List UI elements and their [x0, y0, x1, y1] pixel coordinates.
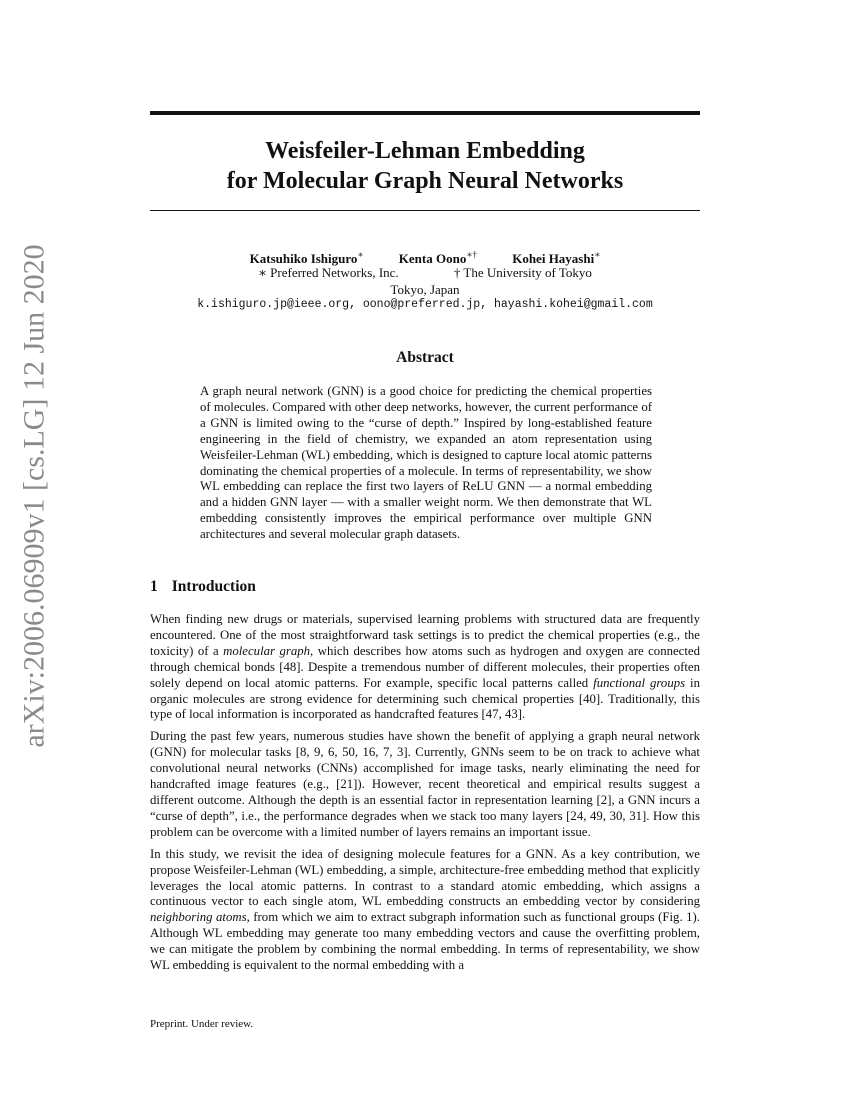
author-emails: k.ishiguro.jp@ieee.org, oono@preferred.jp, hayashi.kohei@gmail.com [197, 298, 653, 311]
paper-title [150, 136, 700, 196]
section-heading-introduction [150, 578, 256, 596]
author-2-name: Kenta Oono [398, 251, 467, 267]
paragraph-2: During the past few years, numerous studies have shown the benefit of applying a graph neural network (GNN) for molecular tasks [8, 9, 6, 50, 16, 7, 3]. Currently, GNNs seem to be on track to achieve what convolutional neural networks (CNNs) accomplished for image tasks, nearly eliminating the need for handcrafted image features (e.g., [21]). However, recent theoretical and empirical results suggest a different outcome. Although the depth is an essential factor in representation learning [2], a GNN incurs a “curse of depth”, i.e., the performance degrades when we stack too many layers [24, 49, 30, 31]. How this problem can be overcome with a limited number of layers remains an important issue. [150, 729, 700, 839]
top-rule [150, 111, 700, 115]
p1-emphasis-molecular-graph: molecular graph [223, 643, 311, 658]
p3-emphasis-neighboring-atoms: neighboring atoms [150, 910, 247, 925]
arxiv-side-stamp [6, 244, 64, 748]
paragraph-3 [150, 847, 700, 974]
author-1-mark: ∗ [357, 250, 364, 260]
footer-note: Preprint. Under review. [150, 1018, 254, 1030]
affiliation-preferred-networks: ∗ Preferred Networks, Inc. [258, 265, 399, 280]
section-number: 1 [150, 578, 158, 595]
paragraph-1 [150, 612, 700, 723]
affiliation-university-tokyo: † The University of Tokyo [453, 265, 592, 280]
introduction-body [150, 612, 700, 980]
section-title: Introduction [171, 578, 256, 595]
author-3-name: Kohei Hayashi [512, 251, 595, 267]
title-line-2: for Molecular Graph Neural Networks [226, 168, 624, 194]
author-3-mark: ∗ [594, 250, 601, 260]
affiliations [150, 264, 700, 281]
abstract-text: A graph neural network (GNN) is a good choice for predicting the chemical properties of molecules. Compared with other deep networks, however, the current performance of a GNN is limited owing to the “curse of depth.” Inspired by long-established feature engineering in the field of chemistry, we expanded an atom representation using Weisfeiler-Lehman (WL) embedding, which is designed to capture local atomic patterns dominating the chemical properties of a molecule. In terms of representability, we show WL embedding can replace the first two layers of ReLU GNN — a normal embedding and a hidden GNN layer — with a smaller weight norm. We then demonstrate that WL embedding consistently improves the empirical performance over multiple GNN architectures and several molecular graph datasets. [200, 384, 652, 542]
author-2-mark: ∗† [466, 250, 477, 260]
p1-emphasis-functional-groups: functional groups [593, 675, 686, 690]
author-1-name: Katsuhiko Ishiguro [249, 251, 358, 267]
p1-text-b: , which describes how atoms such as hydrogen and oxygen are connected through chemical bonds [48]. Despite a tremendous number of different molecules, their properties often solely depend on local atomic patterns. For example, specific local patterns called [150, 643, 700, 690]
p1-text-c: in organic molecules are strong evidence for determining such chemical properties [40]. Traditionally, this type of local information is incorporated as handcrafted features [47, 43]. [150, 675, 701, 722]
p3-text-a: In this study, we revisit the idea of designing molecule features for a GNN. As a key contribution, we propose Weisfeiler-Lehman (WL) embedding, a simple, architecture-free embedding method that explicitly leverages the local atomic patterns. In contrast to a standard atomic embedding, which assigns a continuous vector to each single atom, WL embedding constructs an embedding vector by considering [150, 846, 700, 909]
abstract-heading: Abstract [396, 349, 454, 366]
arxiv-identifier: arXiv:2006.06909v1 [cs.LG] 12 Jun 2020 [18, 244, 51, 748]
p1-text-a: When finding new drugs or materials, supervised learning problems with structured data are frequently encountered. One of the most straightforward task settings is to predict the chemical properties (e.g., the toxicity) of a [150, 612, 700, 658]
title-rule [150, 210, 700, 211]
p3-text-b: , from which we aim to extract subgraph information such as functional groups (Fig. 1). Although WL embedding may generate too many embedding vectors and cause the overfitting problem, we can mitigate the problem by combining the normal embedding. In terms of representability, we show WL embedding is equivalent to the normal embedding with a [150, 910, 700, 973]
affiliation-city: Tokyo, Japan [390, 282, 460, 297]
title-line-1: Weisfeiler-Lehman Embedding [265, 138, 585, 164]
